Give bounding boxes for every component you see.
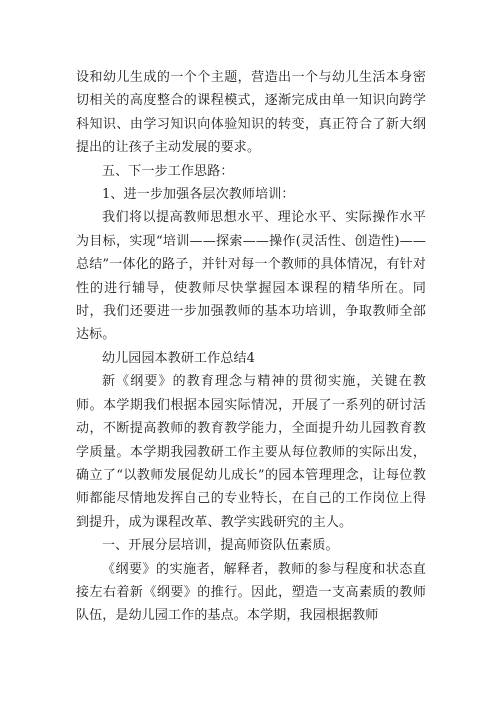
- paragraph-curriculum-intro: 新《纲要》的教育理念与精神的贯彻实施，关键在教师。本学期我们根据本园实际情况，开展了一系列的研讨活动，不断提高教师的教育教学能力，全面提升幼儿园教育教学质量。本学期我园教研工作主要从每位教师的实际出发，确立了“以教师发展促幼儿成长”的园本管理理念，让每位教师都能尽情地发挥自己的专业特长，在自己的工作岗位上得到提升，成为课程改革、教学实践研究的主人。: [76, 374, 426, 530]
- paragraph-teacher-quality: 《纲要》的实施者，解释者，教师的参与程度和状态直接左右着新《纲要》的推行。因此，塑造一支高素质的教师队伍，是幼儿园工作的基点。本学期，我园根据教师: [76, 561, 426, 624]
- section-heading-next-steps: 五、下一步工作思路：: [102, 163, 234, 179]
- paragraph-training-goals: 我们将以提高教师思想水平、理论水平、实际操作水平为目标，实现“培训——探索——操作(灵活性、创造性)——总结”一体化的路子，并针对每一个教师的具体情况，有针对性的进行辅导，使教师尽快掌握园本课程的精华所在。同时，我们还要进一步加强教师的基本功培训，争取教师全部达标。: [76, 210, 426, 343]
- paragraph-continuation: 设和幼儿生成的一个个主题，营造出一个与幼儿生活本身密切相关的高度整合的课程模式，逐渐完成由单一知识向跨学科知识、由学习知识向体验知识的转变，真正符合了新大纲提出的让孩子主动发展的要求。: [76, 70, 426, 156]
- document-body: [76, 66, 426, 628]
- subheading-teacher-training: 1、进一步加强各层次教师培训：: [102, 187, 295, 203]
- section-heading-layered-training: 一、开展分层培训，提高师资队伍素质。: [102, 538, 339, 554]
- document-section-title: 幼儿园园本教研工作总结4: [102, 350, 256, 366]
